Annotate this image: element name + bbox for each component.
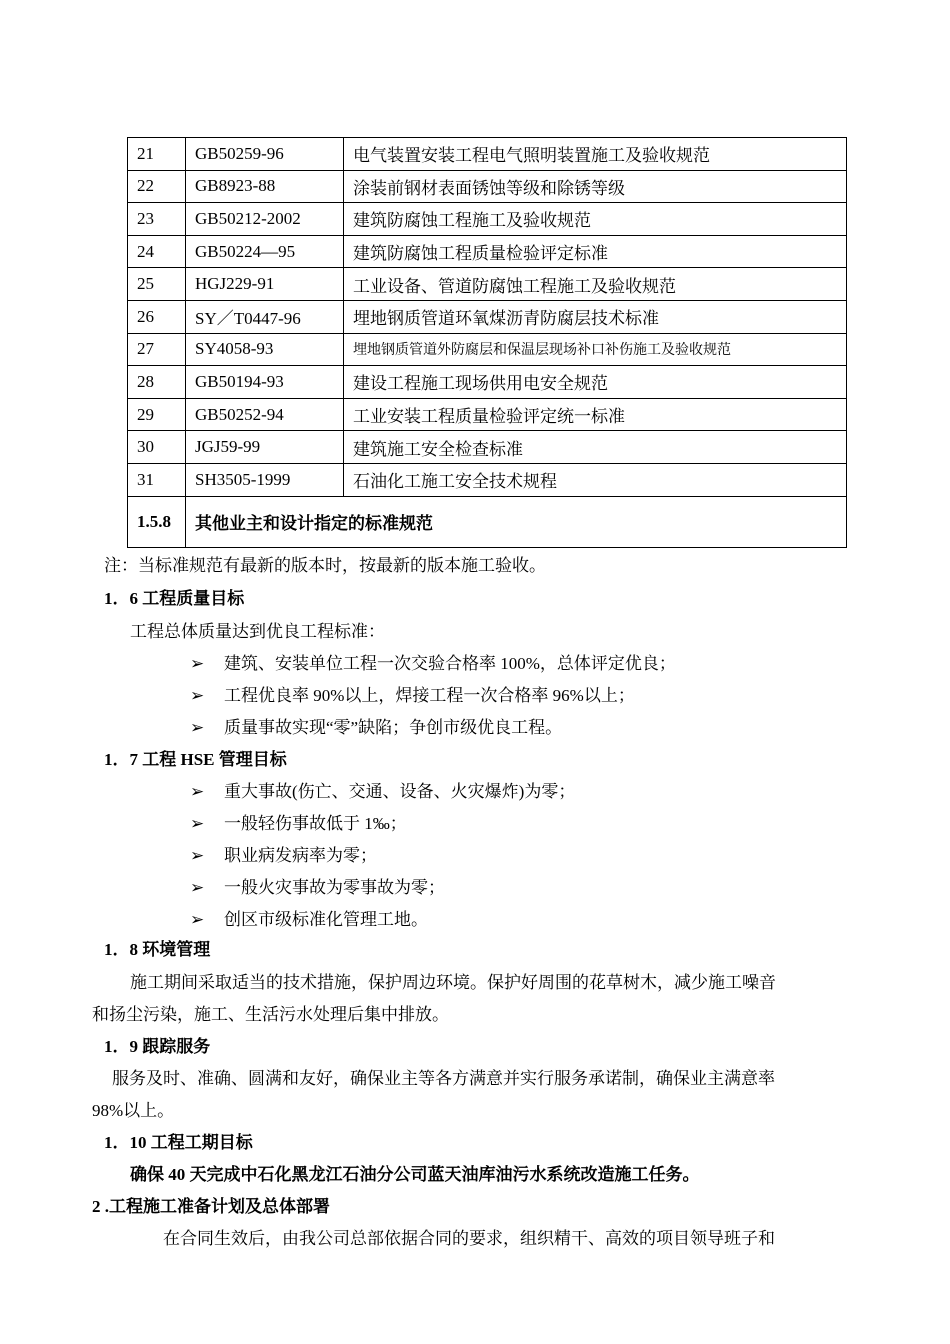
row-number: 28 bbox=[128, 366, 186, 399]
hse-bullet-text: 重大事故(伤亡、交通、设备、火灾爆炸)为零； bbox=[224, 782, 576, 801]
standard-name: 工业安装工程质量检验评定统一标准 bbox=[344, 398, 847, 431]
row-number: 27 bbox=[128, 333, 186, 366]
row-number: 21 bbox=[128, 138, 186, 171]
hse-bullet-item bbox=[190, 841, 377, 866]
section-title: 其他业主和设计指定的标准规范 bbox=[186, 496, 847, 547]
standard-name: 埋地钢质管道外防腐层和保温层现场补口补伤施工及验收规范 bbox=[344, 333, 847, 366]
heading-2: 2 .工程施工准备计划及总体部署 bbox=[92, 1197, 330, 1216]
standard-code: JGJ59-99 bbox=[186, 431, 344, 464]
hse-bullet-text: 一般火灾事故为零事故为零； bbox=[224, 878, 445, 897]
arrow-bullet-icon: ➢ bbox=[190, 878, 205, 897]
standard-name: 石油化工施工安全技术规程 bbox=[344, 463, 847, 496]
schedule-goal-text: 确保 40 天完成中石化黑龙江石油分公司蓝天油库油污水系统改造施工任务。 bbox=[130, 1165, 700, 1184]
standard-name: 埋地钢质管道环氧煤沥青防腐层技术标准 bbox=[344, 300, 847, 333]
row-number: 29 bbox=[128, 398, 186, 431]
row-number: 25 bbox=[128, 268, 186, 301]
heading-1-10: 1．10 工程工期目标 bbox=[104, 1133, 253, 1152]
service-paragraph-line1: 服务及时、准确、圆满和友好，确保业主等各方满意并实行服务承诺制，确保业主满意率 bbox=[112, 1069, 775, 1088]
row-number: 30 bbox=[128, 431, 186, 464]
table-row bbox=[128, 431, 847, 464]
heading-1-7: 1．7 工程 HSE 管理目标 bbox=[104, 750, 287, 769]
arrow-bullet-icon: ➢ bbox=[190, 654, 205, 673]
standard-name: 建筑施工安全检查标准 bbox=[344, 431, 847, 464]
arrow-bullet-icon: ➢ bbox=[190, 814, 205, 833]
arrow-bullet-icon: ➢ bbox=[190, 718, 205, 737]
standard-code: HGJ229-91 bbox=[186, 268, 344, 301]
standard-code: GB50194-93 bbox=[186, 366, 344, 399]
heading-1-6: 1．6 工程质量目标 bbox=[104, 589, 245, 608]
section-number: 1.5.8 bbox=[128, 496, 186, 547]
table-row bbox=[128, 138, 847, 171]
quality-bullet-item bbox=[190, 649, 676, 674]
table-row bbox=[128, 268, 847, 301]
row-number: 22 bbox=[128, 170, 186, 203]
row-number: 23 bbox=[128, 203, 186, 236]
quality-intro: 工程总体质量达到优良工程标准： bbox=[130, 622, 385, 641]
standard-code: GB50224—95 bbox=[186, 235, 344, 268]
standard-code: GB50252-94 bbox=[186, 398, 344, 431]
hse-bullet-item bbox=[190, 809, 407, 834]
table-row bbox=[128, 463, 847, 496]
standard-code: GB50212-2002 bbox=[186, 203, 344, 236]
quality-bullet-text: 建筑、安装单位工程一次交验合格率 100%，总体评定优良； bbox=[224, 654, 676, 673]
table-row bbox=[128, 300, 847, 333]
quality-bullet-text: 工程优良率 90%以上，焊接工程一次合格率 96%以上； bbox=[224, 686, 635, 705]
quality-bullet-text: 质量事故实现“零”缺陷；争创市级优良工程。 bbox=[224, 718, 563, 737]
standard-code: GB50259-96 bbox=[186, 138, 344, 171]
standard-name: 建设工程施工现场供用电安全规范 bbox=[344, 366, 847, 399]
standard-name: 建筑防腐蚀工程施工及验收规范 bbox=[344, 203, 847, 236]
heading-1-9: 1．9 跟踪服务 bbox=[104, 1037, 211, 1056]
table-row bbox=[128, 203, 847, 236]
hse-bullet-item bbox=[190, 905, 428, 930]
quality-bullet-item bbox=[190, 681, 635, 706]
hse-bullet-text: 创区市级标准化管理工地。 bbox=[224, 910, 428, 929]
table-row bbox=[128, 398, 847, 431]
arrow-bullet-icon: ➢ bbox=[190, 846, 205, 865]
row-number: 24 bbox=[128, 235, 186, 268]
standard-code: SH3505-1999 bbox=[186, 463, 344, 496]
table-row bbox=[128, 333, 847, 366]
table-row bbox=[128, 366, 847, 399]
hse-bullet-item bbox=[190, 873, 445, 898]
standard-name: 涂装前钢材表面锈蚀等级和除锈等级 bbox=[344, 170, 847, 203]
standard-name: 电气装置安装工程电气照明装置施工及验收规范 bbox=[344, 138, 847, 171]
table-row bbox=[128, 235, 847, 268]
standard-name: 建筑防腐蚀工程质量检验评定标准 bbox=[344, 235, 847, 268]
arrow-bullet-icon: ➢ bbox=[190, 910, 205, 929]
standard-code: GB8923-88 bbox=[186, 170, 344, 203]
env-paragraph-line2: 和扬尘污染，施工、生活污水处理后集中排放。 bbox=[92, 1005, 449, 1024]
table-row bbox=[128, 170, 847, 203]
row-number: 26 bbox=[128, 300, 186, 333]
hse-bullet-text: 一般轻伤事故低于 1‰； bbox=[224, 814, 407, 833]
hse-bullet-item bbox=[190, 777, 575, 802]
env-paragraph-line1: 施工期间采取适当的技术措施，保护周边环境。保护好周围的花草树木，减少施工噪音 bbox=[130, 973, 776, 992]
arrow-bullet-icon: ➢ bbox=[190, 782, 205, 801]
standard-name: 工业设备、管道防腐蚀工程施工及验收规范 bbox=[344, 268, 847, 301]
row-number: 31 bbox=[128, 463, 186, 496]
heading-1-8: 1．8 环境管理 bbox=[104, 940, 211, 959]
service-paragraph-line2: 98%以上。 bbox=[92, 1101, 175, 1120]
prep-paragraph-line1: 在合同生效后，由我公司总部依据合同的要求，组织精干、高效的项目领导班子和 bbox=[163, 1229, 775, 1248]
table-section-row bbox=[128, 496, 847, 547]
note-text: 注：当标准规范有最新的版本时，按最新的版本施工验收。 bbox=[104, 556, 546, 575]
standard-code: SY／T0447-96 bbox=[186, 300, 344, 333]
standards-table bbox=[127, 137, 847, 548]
standard-code: SY4058-93 bbox=[186, 333, 344, 366]
arrow-bullet-icon: ➢ bbox=[190, 686, 205, 705]
quality-bullet-item bbox=[190, 713, 562, 738]
hse-bullet-text: 职业病发病率为零； bbox=[224, 846, 377, 865]
